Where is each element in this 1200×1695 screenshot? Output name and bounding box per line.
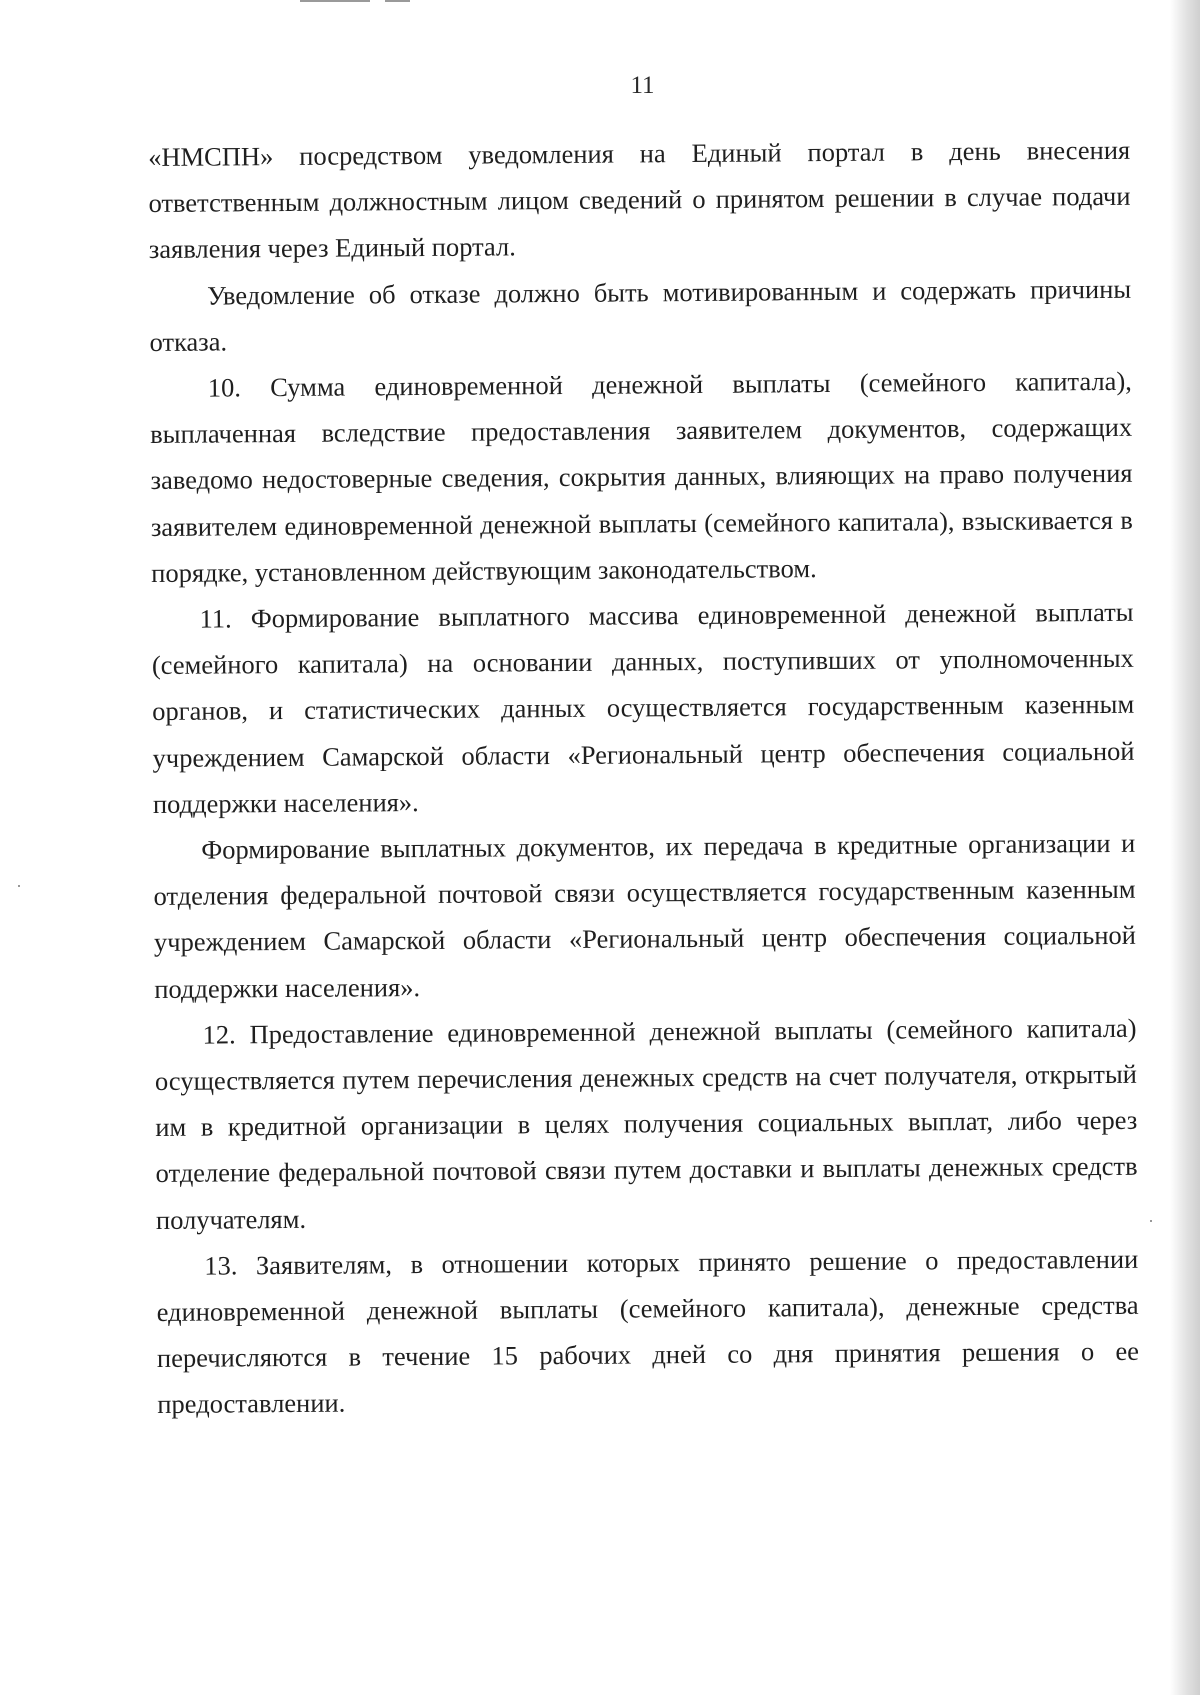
paragraph-refusal-notice: Уведомление об отказе должно быть мотивированным и содержать причины отказа.: [149, 273, 1132, 357]
paragraph-item-13: 13. Заявителям, в отношении которых принято решение о предоставлении единовременной денежной выплаты (семейного капитала), денежные средства перечисляются в течение 15 рабочих дней со дня принятия решения о ее предоставлении.: [156, 1243, 1140, 1420]
scan-artifact-mark: [300, 0, 370, 2]
paragraph-item-11: 11. Формирование выплатного массива единовременной денежной выплаты (семейного капитала) на основании данных, поступивших от уполномоченных органов, и статистических данных осуществляется государственным казенным учреждением Самарской области «Региональный центр обеспечения социальной поддержки населения».: [151, 596, 1135, 819]
paragraph-item-12: 12. Предоставление единовременной денежной выплаты (семейного капитала) осуществляется путем перечисления денежных средств на счет получателя, открытый им в кредитной организации в целях получения социальных выплат, либо через отделение федеральной почтовой связи путем доставки и выплаты денежных средств получателям.: [154, 1012, 1138, 1235]
paragraph-payment-documents: Формирование выплатных документов, их передача в кредитные организации и отделения федеральной почтовой связи осуществляется государственным казенным учреждением Самарской области «Региональный центр обеспечения социальной поддержки населения».: [153, 827, 1137, 1004]
paragraph-item-10: 10. Сумма единовременной денежной выплаты (семейного капитала), выплаченная вследствие предоставления заявителем документов, содержащих заведомо недостоверные сведения, сокрытия данных, влияющих на право получения заявителем единовременной денежной выплаты (семейного капитала), взыскивается в порядке, установленном действующим законодательством.: [150, 365, 1133, 588]
paragraph-notification-continuation: «НМСПН» посредством уведомления на Единый портал в день внесения ответственным должностным лицом сведений о принятом решении в случае подачи заявления через Единый портал.: [148, 134, 1131, 265]
scan-speck: [1150, 1220, 1152, 1222]
scan-speck: [18, 885, 20, 887]
scan-artifact-mark: [385, 0, 410, 2]
document-body: [148, 127, 1139, 1428]
page-edge-shadow: [1170, 0, 1200, 1695]
page-number: 11: [630, 72, 655, 99]
